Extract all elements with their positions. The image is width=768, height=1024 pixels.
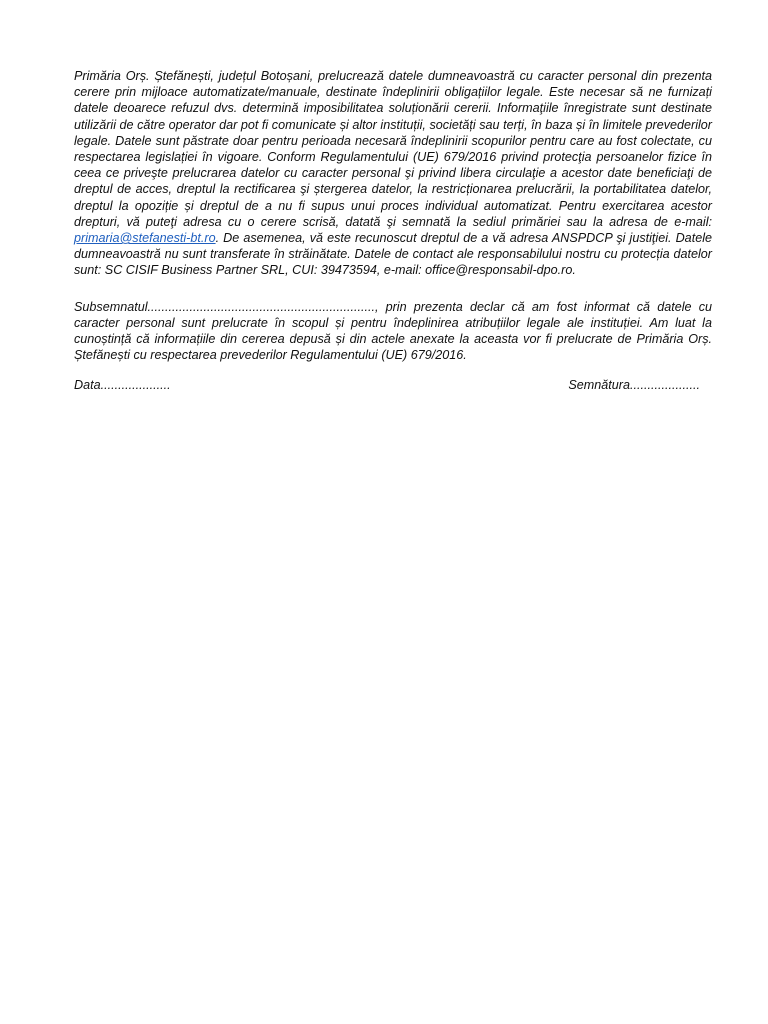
primaria-email-link[interactable]: primaria@stefanesti-bt.ro: [74, 231, 216, 246]
document-page: [74, 68, 712, 394]
date-field-label: Data....................: [74, 378, 171, 393]
gdpr-notice-text-part1: Primăria Orș. Ștefănești, județul Botoșani, prelucrează datele dumneavoastră cu caracter personal din prezenta cerere prin mijloace automatizate/manuale, destinate îndeplinirii obligațiilor legale. Este necesar să ne furnizați datele deoarece refuzul dvs. determină imposibilitatea soluționării cererii. Informaţiile înregistrate sunt destinate utilizării de către operator dar pot fi comunicate și altor instituții, societăți sau terți, în baza și în limitele prevederilor legale. Datele sunt păstrate doar pentru perioada necesară îndeplinirii scopurilor pentru care au fost colectate, cu respectarea legislației în vigoare. Conform Regulamentului (UE) 679/2016 privind protecţia persoanelor fizice în ceea ce priveşte prelucrarea datelor cu caracter personal şi privind libera circulaţie a acestor date beneficiaţi de dreptul de acces, dreptul la rectificarea şi ștergerea datelor, la restricționarea prelucrării, la portabilitatea datelor, dreptul la opoziție și dreptul de a nu fi supus unui proces individual automatizat. Pentru exercitarea acestor drepturi, vă puteţi adresa cu o cerere scrisă, datată şi semnată la sediul primăriei sau la adresa de e-mail:: [74, 69, 712, 229]
gdpr-notice-paragraph: [74, 68, 712, 279]
signature-row: [74, 377, 712, 393]
gdpr-notice-text-part2: . De asemenea, vă este recunoscut dreptul de a vă adresa ANSPDCP şi justiţiei. Datele dumneavoastră nu sunt transferate în străinătate. Datele de contact ale responsabilului nostru cu protecția datelor sunt: SC CISIF Business Partner SRL, CUI: 39473594, e-mail: office@responsabil-dpo.ro.: [74, 231, 712, 278]
declaration-paragraph: Subsemnatul................................................................., prin prezenta declar că am fost informat că datele cu caracter personal sunt prelucrate în scopul și pentru îndeplinirea atribuțiilor legale ale instituției. Am luat la cunoștință că informațiile din cererea depusă și din actele anexate la aceasta vor fi prelucrate de Primăria Orș. Ștefănești cu respectarea prevederilor Regulamentului (UE) 679/2016.: [74, 299, 712, 363]
signature-field-label: Semnătura....................: [568, 378, 700, 393]
